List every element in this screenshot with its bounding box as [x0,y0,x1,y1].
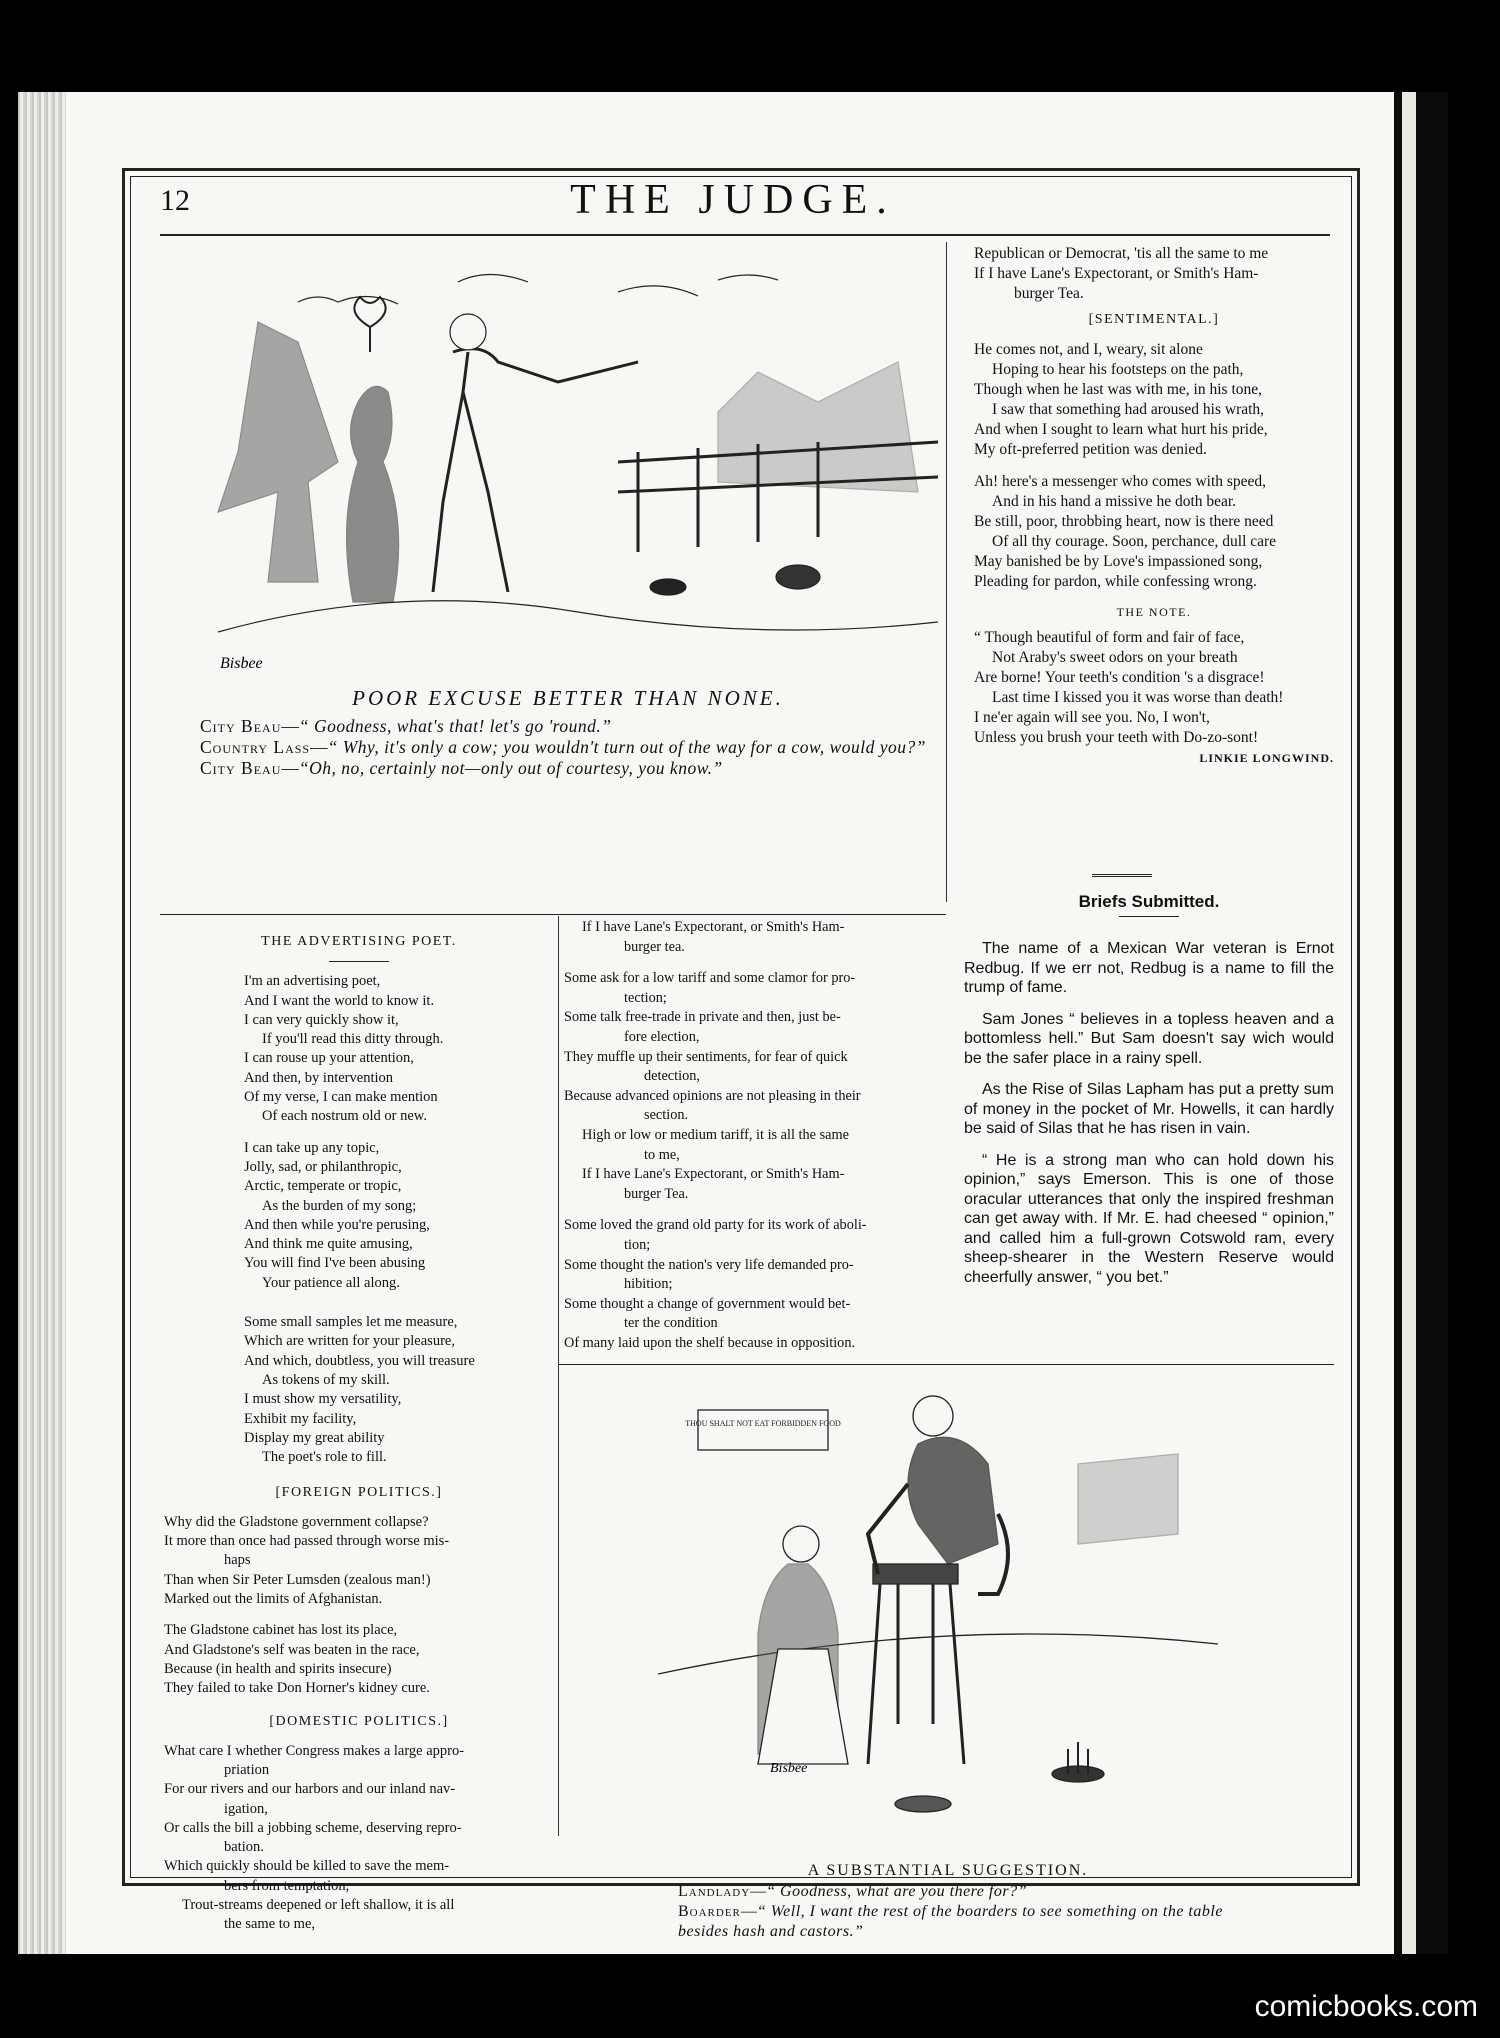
masthead-rule [160,234,1330,236]
dialogue-line: Boarder—“ Well, I want the rest of the boarders to see something on the table besides hash and castors.” [678,1903,1223,1940]
scanned-page [18,92,1448,1954]
cartoon1-caption-title: POOR EXCUSE BETTER THAN NONE. [352,686,784,710]
note-heading: THE NOTE. [1116,605,1192,619]
cartoon1-dialogue [160,716,940,779]
briefs-title: Briefs Submitted. [1078,892,1220,911]
masthead-title: THE JUDGE. [570,177,896,223]
brief-paragraph: The name of a Mexican War veteran is Ernot Redbug. If we err not, Redbug is a name to fill the trump of fame. [964,940,1334,996]
cartoon-substantial-suggestion-illustration [658,1384,1218,1854]
dialogue-line: City Beau—“ Goodness, what's that! let's go 'round.” [200,716,612,736]
brief-paragraph: As the Rise of Silas Lapham has put a pretty sum of money in the pocket of Mr. Howells, it can hardly be said of Silas that he has risen in vain. [964,1081,1334,1137]
binding-gutter [18,92,66,1954]
cartoon2-signature: Bisbee [770,1761,808,1776]
cartoon1-signature: Bisbee [220,655,263,672]
middle-column-poem: If I have Lane's Expectorant, or Smith's Ham- burger tea. Some ask for a low tariff and some clamor for pro- tection; Some talk free-trade in private and then, just be- fore election, They muffle up their sentiments, for fear of quick detection, Because advanced opinions are not pleasing in their section. High or low or medium tariff, it is all the same to me, If I have Lane's Expectorant, or Smith's Ham- burger Tea. Some loved the grand old party for its work of aboli- tion; Some thought the nation's very life demanded pro- hibition; Some thought a change of government would bet- ter the condition Of many laid upon the shelf because in opposition. [564,919,867,1351]
page-number: 12 [160,184,190,217]
poem-signature: LINKIE LONGWIND. [1199,751,1334,765]
section-rule [160,914,946,915]
column-divider [558,916,559,1836]
cartoon2-caption-title: A SUBSTANTIAL SUGGESTION. [807,1862,1089,1879]
watermark: comicbooks.com [1254,1990,1478,2023]
briefs-section [964,892,1334,1299]
sentimental-heading: [SENTIMENTAL.] [1088,312,1220,327]
dialogue-line: City Beau—“Oh, no, certainly not—only out of courtesy, you know.” [200,758,723,778]
right-poem: Republican or Democrat, 'tis all the same to me If I have Lane's Expectorant, or Smith's Ham- burger Tea. [SENTIMENTAL.] He comes not, and I, weary, sit alone Hoping to hear his footsteps on the path, Though when he last was with me, in his tone, I saw that something had aroused his wrath, And when I sought to learn what hurt his pride, My oft-preferred petition was denied. Ah! here's a messenger who comes with speed, And in his hand a missive he doth bear. Be still, poor, throbbing heart, now is there need Of all thy courage. Soon, perchance, dull care May banished be by Love's impassioned song, Pleading for pardon, while confessing wrong. THE NOTE. “ Though beautiful of form and fair of face, Not Araby's sweet odors on your breath Are borne! Your teeth's condition 's a disgrace! Last time I kissed you it was worse than death! I ne'er again will see you. No, I won't, Unless you brush your teeth with Do-zo-sont! LINKIE LONGWIND. [974,244,1334,768]
brief-paragraph: Sam Jones “ believes in a topless heaven and a bottomless hell.” But Sam doesn't say wich would be the safer place in a rainy spell. [964,1010,1334,1067]
advertising-poet-title: THE ADVERTISING POET. [261,934,457,949]
cartoon-poor-excuse-illustration [198,252,948,682]
brief-paragraph: “ He is a strong man who can hold down his opinion,” says Emerson. This is one of those oracular utterances that only the inspired freshman can get away with. If Mr. E. had cheesed “ opinion,” and called him a full-grown Cotswold ram, every sheep-shearer in the Western Reserve would cheerfully answer, “ you bet.” [964,1151,1334,1286]
dialogue-line: Landlady—“ Goodness, what are you there for?” [678,1883,1027,1900]
decorative-rule [1092,874,1152,877]
dialogue-line: Country Lass—“ Why, it's only a cow; you wouldn't turn out of the way for a cow, would you?” [200,737,926,757]
section-rule [558,1364,1334,1365]
advertising-poet-column: THE ADVERTISING POET. I'm an advertising poet, And I want the world to know it. I can very quickly show it, If you'll read this ditty through. I can rouse up your attention, And then, by intervention Of my verse, I can make mention Of each nostrum old or new. I can take up any topic, Jolly, sad, or philanthropic, Arctic, temperate or tropic, As the burden of my song; And then while you're perusing, And think me quite amusing, You will find I've been abusing Your patience all along. Some small samples let me measure, Which are written for your pleasure, And which, doubtless, you will treasure As tokens of my skill. I must show my versatility, Exhibit my facility, Display my great ability The poet's role to fill. [FOREIGN POLITICS.] Why did the Gladstone government collapse? It more than once had passed through worse mis- haps Than when Sir Peter Lumsden (zealous man!) Marked out the limits of Afghanistan. The Gladstone cabinet has lost its place, And Gladstone's self was beaten in the race, Because (in health and spirits insecure) They failed to take Don Horner's kidney cure. [DOMESTIC POLITICS.] What care I whether Congress makes a large appro- priation For our rivers and our harbors and our inland nav- igation, Or calls the bill a jobbing scheme, deserving repro- bation. Which quickly should be killed to save the mem- bers from temptation, Trout-streams deepened or left shallow, it is all the same to me, [164,926,554,1935]
wall-sign-text: THOU SHALT NOT EAT FORBIDDEN FOOD [685,1419,841,1428]
column-divider [946,242,947,902]
foreign-politics-heading: [FOREIGN POLITICS.] [275,1485,443,1501]
cartoon2-dialogue [678,1882,1278,1942]
domestic-politics-heading: [DOMESTIC POLITICS.] [269,1714,449,1730]
adjacent-page-edge [1394,92,1448,1954]
